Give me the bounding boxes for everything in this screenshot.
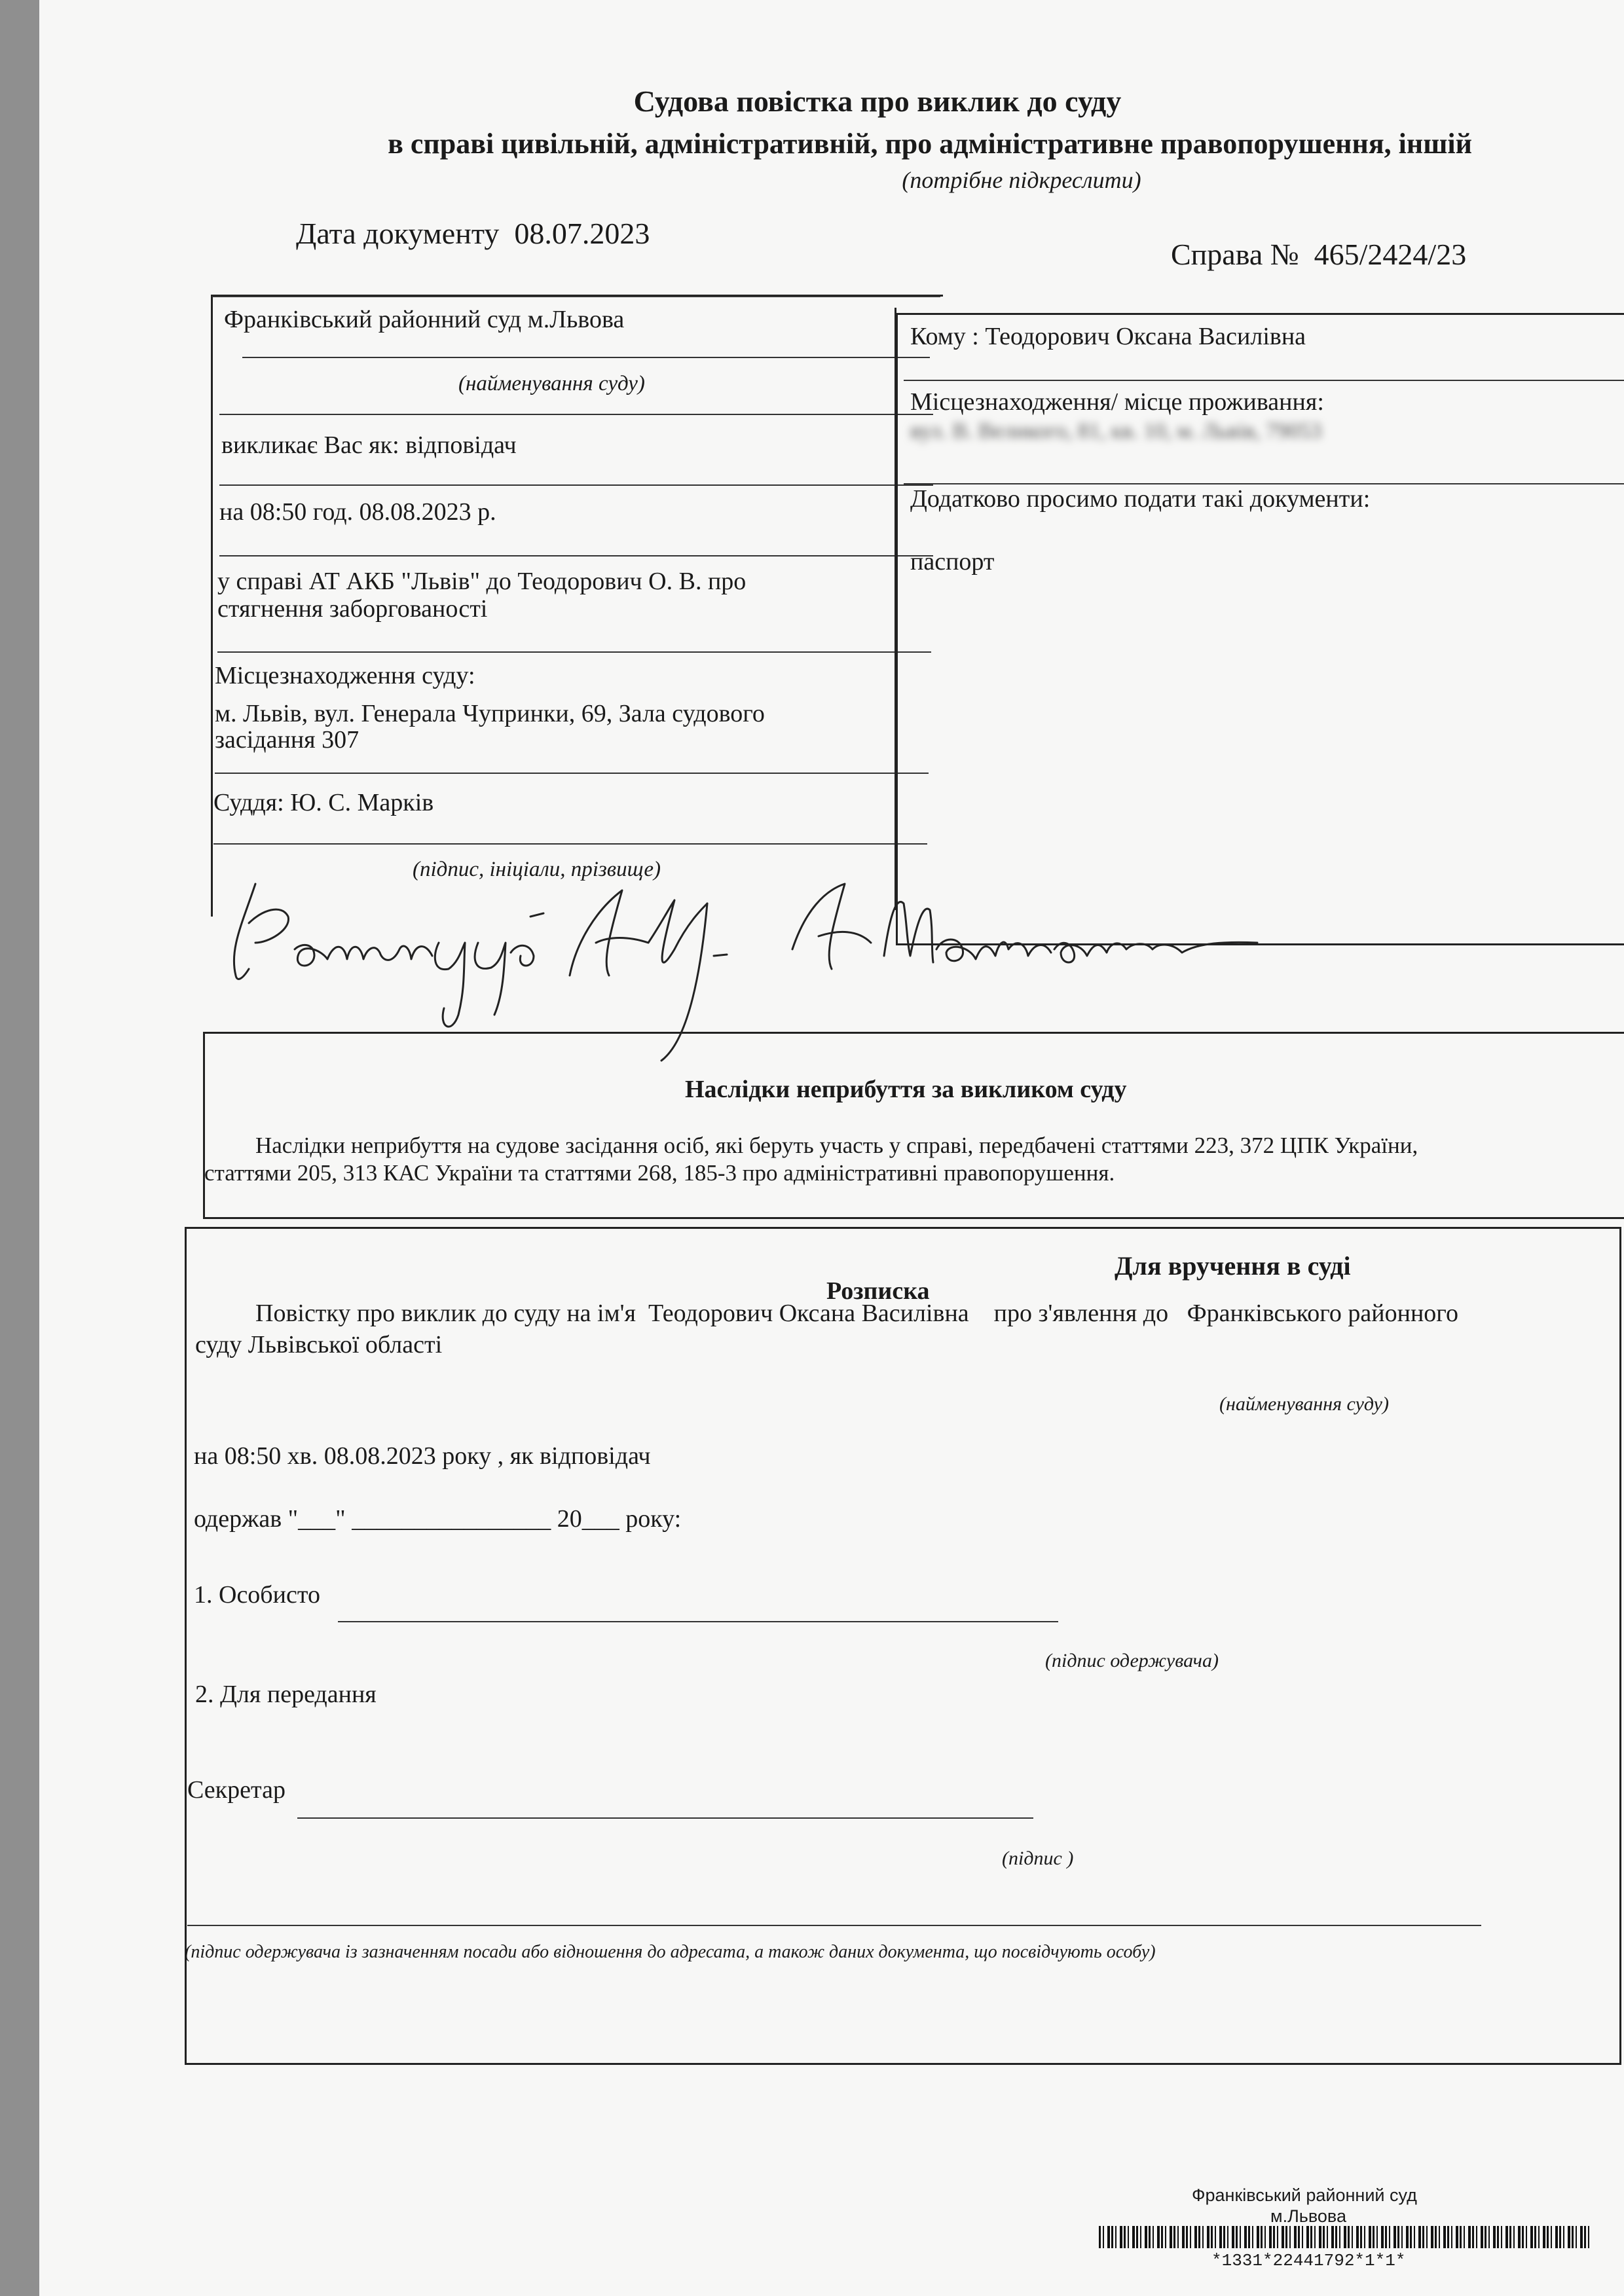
residence-address: вул. В. Великого, 81, кв. 10, м. Львів, 79053 bbox=[910, 419, 1322, 443]
document-date bbox=[296, 216, 650, 251]
receipt-appearance-text: про з'явлення до bbox=[993, 1300, 1169, 1327]
secretary-signature-caption: (підпис ) bbox=[1002, 1848, 1074, 1869]
court-location-label: Місцезнаходження суду: bbox=[215, 662, 475, 689]
date-value: 08.07.2023 bbox=[514, 217, 650, 250]
secretary-signature-line bbox=[297, 1817, 1033, 1819]
receipt-court-name: Франківського районного bbox=[1187, 1300, 1458, 1327]
document-title: Судова повістка про виклик до суду bbox=[633, 84, 1122, 118]
document-subtitle: в справі цивільній, адміністративній, про адміністративне правопорушення, іншій bbox=[388, 128, 1472, 160]
receipt-time-line: на 08:50 хв. 08.08.2023 року , як відповідач bbox=[194, 1442, 651, 1470]
receipt-title: Розписка bbox=[826, 1277, 930, 1305]
divider bbox=[219, 484, 933, 486]
recipient-name: Кому : Теодорович Оксана Василівна bbox=[910, 323, 1306, 350]
receipt-line1 bbox=[255, 1299, 1458, 1328]
case-number bbox=[1171, 237, 1466, 272]
divider bbox=[217, 651, 931, 653]
recipient-details-line bbox=[187, 1925, 1481, 1926]
for-court-label: Для вручення в суді bbox=[1115, 1251, 1351, 1281]
receipt-recipient-name: Теодорович Оксана Василівна bbox=[648, 1300, 969, 1327]
documents-value: паспорт bbox=[910, 548, 995, 575]
footer-court-name: Франківський районний суд bbox=[1192, 2185, 1417, 2205]
judge-name: Суддя: Ю. С. Марків bbox=[213, 789, 434, 816]
recipient-signature-caption: (підпис одержувача) bbox=[1045, 1650, 1219, 1671]
date-label: Дата документу bbox=[296, 217, 500, 250]
footer-court-city: м.Львова bbox=[1270, 2206, 1346, 2226]
underline-note: (потрібне підкреслити) bbox=[902, 167, 1141, 193]
residence-label: Місцезнаходження/ місце проживання: bbox=[910, 388, 1324, 416]
secretary-label: Секретар bbox=[187, 1776, 286, 1804]
divider bbox=[219, 555, 933, 556]
personally-label: 1. Особисто bbox=[194, 1581, 320, 1609]
divider bbox=[242, 357, 930, 358]
summons-role: викликає Вас як: відповідач bbox=[221, 431, 517, 459]
signature-caption: (підпис, ініціали, прізвище) bbox=[413, 858, 661, 881]
case-description-line1: у справі АТ АКБ "Львів" до Теодорович О. В. про bbox=[217, 568, 747, 595]
court-location-line1: м. Львів, вул. Генерала Чупринки, 69, Зала судового bbox=[215, 700, 765, 727]
documents-label: Додатково просимо подати такі документи: bbox=[910, 485, 1371, 513]
recipient-details-caption: (підпис одержувача із зазначенням посади або відношення до адресата, а також даних документа, що посвідчують особу) bbox=[185, 1942, 1156, 1962]
divider bbox=[904, 380, 1624, 381]
receipt-line2: суду Львівської області bbox=[195, 1331, 443, 1358]
transfer-label: 2. Для передання bbox=[195, 1681, 377, 1708]
consequences-box bbox=[203, 1032, 1624, 1219]
consequences-line2: статтями 205, 313 КАС України та статтями 268, 185-3 про адміністративні правопорушення. bbox=[204, 1160, 1115, 1186]
summons-page bbox=[39, 0, 1624, 2296]
hearing-time: на 08:50 год. 08.08.2023 р. bbox=[219, 498, 496, 526]
barcode bbox=[1099, 2226, 1593, 2248]
barcode-number: *1331*22441792*1*1* bbox=[1211, 2251, 1406, 2270]
receipt-court-caption: (найменування суду) bbox=[1219, 1393, 1389, 1415]
court-name: Франківський районний суд м.Львова bbox=[224, 306, 625, 333]
consequences-title: Наслідки неприбуття за викликом суду bbox=[685, 1076, 1127, 1103]
court-location-line2: засідання 307 bbox=[215, 726, 360, 754]
divider bbox=[219, 414, 933, 415]
court-name-caption: (найменування суду) bbox=[458, 372, 645, 395]
consequences-line1: Наслідки неприбуття на судове засідання осіб, які беруть участь у справі, передбачені статтями 223, 372 ЦПК України, bbox=[255, 1133, 1418, 1158]
receipt-summons-text: Повістку про виклик до суду на ім'я bbox=[255, 1300, 636, 1327]
case-description-line2: стягнення заборгованості bbox=[217, 595, 488, 623]
personally-signature-line bbox=[338, 1621, 1058, 1622]
received-date-line: одержав "___" ________________ 20___ року: bbox=[194, 1505, 682, 1533]
case-value: 465/2424/23 bbox=[1314, 238, 1467, 271]
case-label: Справа № bbox=[1171, 238, 1299, 271]
divider bbox=[212, 296, 940, 297]
divider bbox=[215, 773, 929, 774]
